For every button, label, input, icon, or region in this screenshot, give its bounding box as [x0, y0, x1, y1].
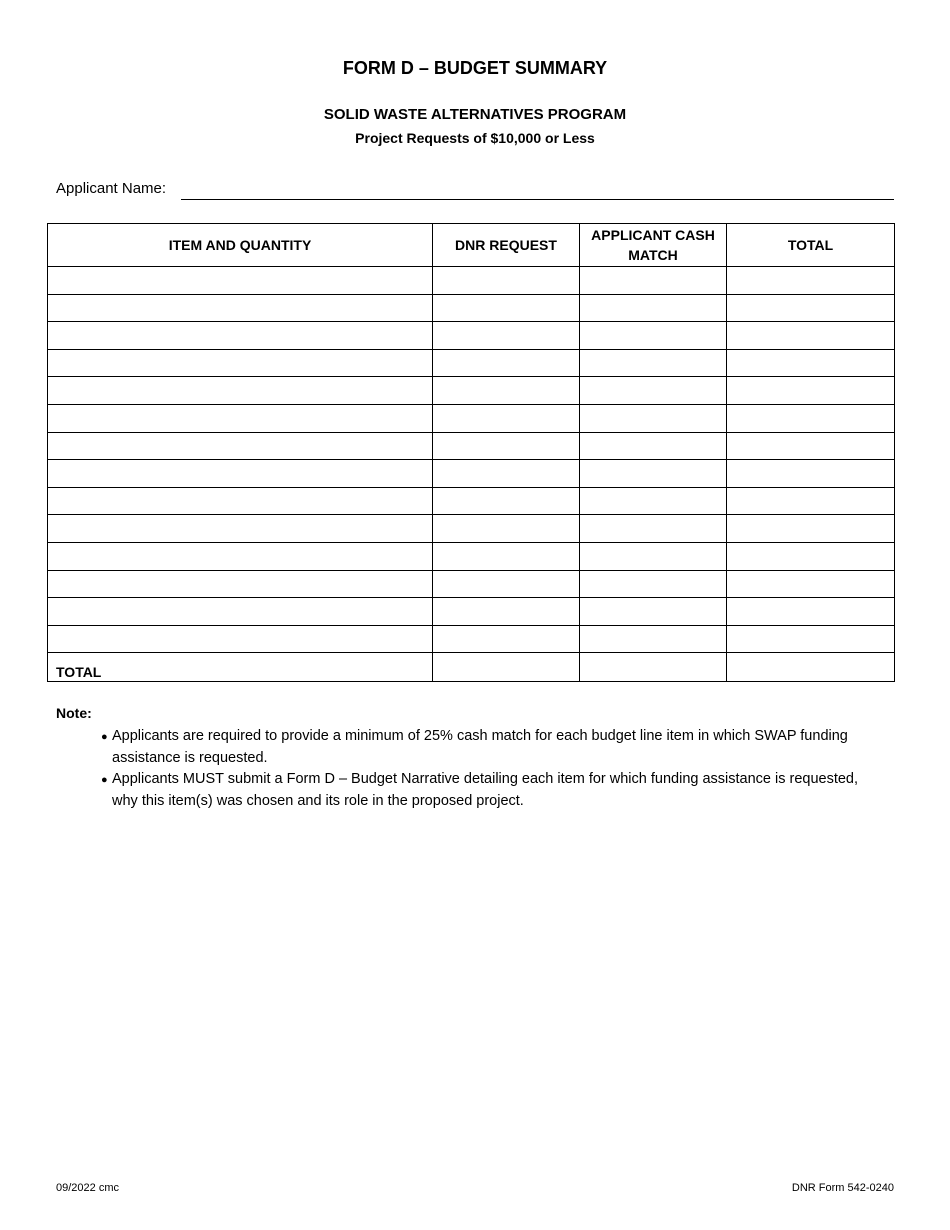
dnr-request-cell[interactable]: [433, 349, 580, 377]
table-row: [48, 322, 895, 350]
note-item: ● Applicants MUST submit a Form D – Budget Narrative detailing each item for which funding assistance is requested, why this item(s) was chosen and its role in the proposed project.: [101, 771, 859, 809]
dnr-request-cell[interactable]: [433, 377, 580, 405]
applicant-name-label: Applicant Name:: [56, 180, 167, 197]
item-quantity-cell[interactable]: [48, 515, 433, 543]
total-cell[interactable]: [727, 294, 895, 322]
item-quantity-cell[interactable]: [48, 542, 433, 570]
total-cell[interactable]: [727, 267, 895, 295]
total-cell[interactable]: [727, 570, 895, 598]
note-item: ● Applicants are required to provide a minimum of 25% cash match for each budget line item in which SWAP funding assistance is requested.: [101, 728, 848, 766]
dnr-request-cell[interactable]: [433, 570, 580, 598]
table-row: [48, 460, 895, 488]
form-title: FORM D – BUDGET SUMMARY: [342, 58, 608, 78]
dnr-request-cell[interactable]: [433, 542, 580, 570]
budget-table: [47, 223, 895, 682]
footer-form-number: DNR Form 542-0240: [791, 1182, 894, 1194]
dnr-request-cell[interactable]: [433, 625, 580, 653]
table-row: [48, 349, 895, 377]
form-subtitle: Project Requests of $10,000 or Less: [355, 130, 595, 146]
applicant-name-field[interactable]: [181, 199, 894, 200]
dnr-request-cell[interactable]: [433, 432, 580, 460]
table-row: [48, 542, 895, 570]
applicant-cash-match-cell[interactable]: [580, 460, 727, 488]
total-dnr-request-cell[interactable]: [433, 653, 580, 682]
total-cash-match-cell[interactable]: [580, 653, 727, 682]
item-quantity-cell[interactable]: [48, 625, 433, 653]
item-quantity-cell[interactable]: [48, 487, 433, 515]
total-cell[interactable]: [727, 542, 895, 570]
table-row: [48, 570, 895, 598]
item-quantity-cell[interactable]: [48, 404, 433, 432]
dnr-request-cell[interactable]: [433, 460, 580, 488]
table-row: [48, 432, 895, 460]
column-header-applicant-cash-match: APPLICANT CASH MATCH: [580, 224, 727, 267]
total-cell[interactable]: [727, 349, 895, 377]
bullet-icon: ●: [101, 731, 108, 743]
column-header-item-quantity: ITEM AND QUANTITY: [48, 224, 433, 267]
item-quantity-cell[interactable]: [48, 377, 433, 405]
total-cell[interactable]: [727, 322, 895, 350]
total-row: [48, 653, 895, 682]
applicant-cash-match-cell[interactable]: [580, 349, 727, 377]
table-row: [48, 598, 895, 626]
item-quantity-cell[interactable]: [48, 460, 433, 488]
column-header-dnr-request: DNR REQUEST: [433, 224, 580, 267]
applicant-cash-match-cell[interactable]: [580, 570, 727, 598]
notes-list: [80, 726, 860, 812]
table-row: [48, 404, 895, 432]
table-row: [48, 377, 895, 405]
table-row: [48, 625, 895, 653]
applicant-cash-match-cell[interactable]: [580, 625, 727, 653]
applicant-cash-match-cell[interactable]: [580, 267, 727, 295]
applicant-cash-match-cell[interactable]: [580, 487, 727, 515]
total-cell[interactable]: [727, 487, 895, 515]
applicant-cash-match-cell[interactable]: [580, 377, 727, 405]
applicant-cash-match-cell[interactable]: [580, 322, 727, 350]
note-label: Note:: [56, 705, 92, 721]
dnr-request-cell[interactable]: [433, 515, 580, 543]
dnr-request-cell[interactable]: [433, 598, 580, 626]
item-quantity-cell[interactable]: [48, 349, 433, 377]
table-row: [48, 294, 895, 322]
dnr-request-cell[interactable]: [433, 294, 580, 322]
table-row: [48, 515, 895, 543]
table-row: [48, 267, 895, 295]
dnr-request-cell[interactable]: [433, 404, 580, 432]
total-cell[interactable]: [727, 460, 895, 488]
item-quantity-cell[interactable]: [48, 294, 433, 322]
dnr-request-cell[interactable]: [433, 322, 580, 350]
total-row-label: TOTAL: [48, 653, 433, 682]
total-cell[interactable]: [727, 432, 895, 460]
applicant-cash-match-cell[interactable]: [580, 294, 727, 322]
applicant-cash-match-cell[interactable]: [580, 404, 727, 432]
applicant-cash-match-cell[interactable]: [580, 432, 727, 460]
bullet-icon: ●: [101, 774, 108, 786]
item-quantity-cell[interactable]: [48, 267, 433, 295]
total-cell[interactable]: [727, 598, 895, 626]
table-header-row: [48, 224, 895, 267]
applicant-cash-match-cell[interactable]: [580, 542, 727, 570]
dnr-request-cell[interactable]: [433, 487, 580, 515]
item-quantity-cell[interactable]: [48, 598, 433, 626]
applicant-cash-match-cell[interactable]: [580, 598, 727, 626]
total-total-cell[interactable]: [727, 653, 895, 682]
dnr-request-cell[interactable]: [433, 267, 580, 295]
table-row: [48, 487, 895, 515]
total-cell[interactable]: [727, 377, 895, 405]
item-quantity-cell[interactable]: [48, 570, 433, 598]
total-cell[interactable]: [727, 515, 895, 543]
program-name: SOLID WASTE ALTERNATIVES PROGRAM: [323, 106, 627, 123]
footer-date: 09/2022 cmc: [56, 1182, 119, 1194]
applicant-cash-match-cell[interactable]: [580, 515, 727, 543]
item-quantity-cell[interactable]: [48, 432, 433, 460]
total-cell[interactable]: [727, 404, 895, 432]
item-quantity-cell[interactable]: [48, 322, 433, 350]
column-header-total: TOTAL: [727, 224, 895, 267]
total-cell[interactable]: [727, 625, 895, 653]
